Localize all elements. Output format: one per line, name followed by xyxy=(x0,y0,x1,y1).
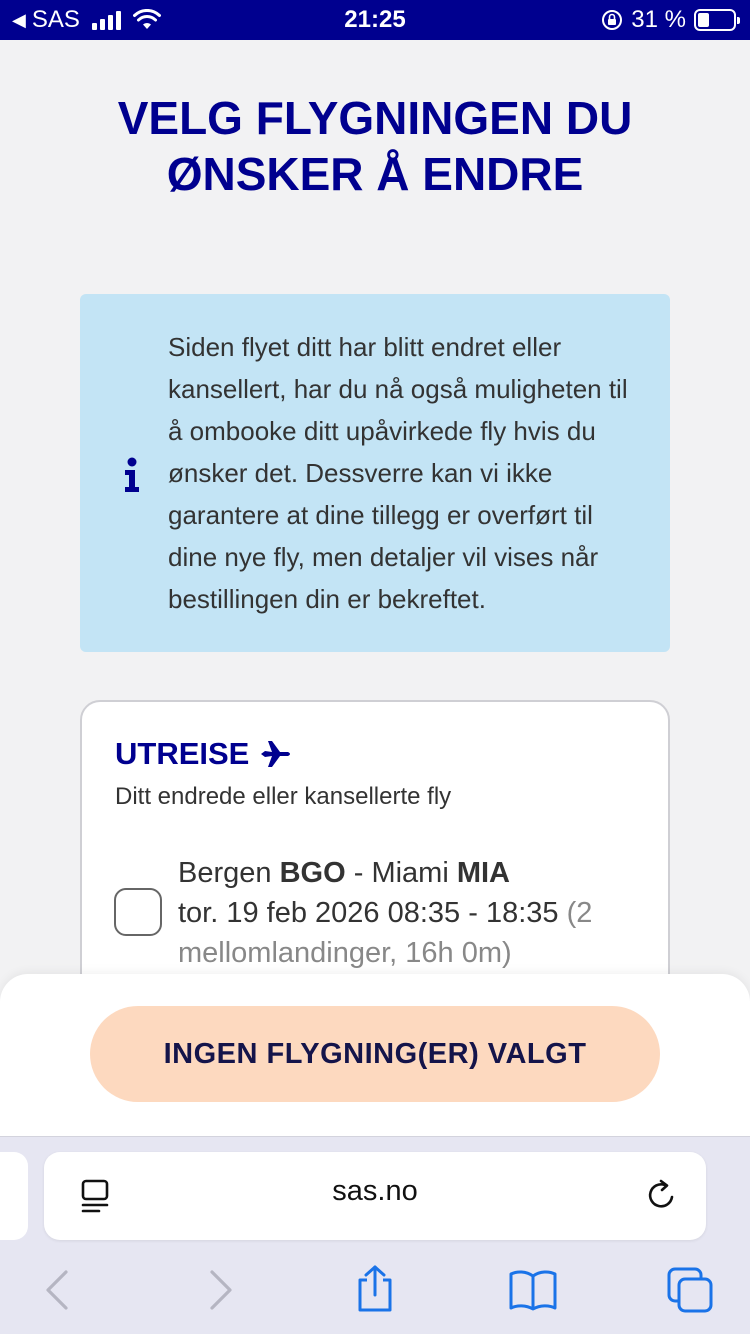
battery-fill xyxy=(698,13,709,27)
share-icon[interactable] xyxy=(353,1264,397,1314)
outbound-heading-label: UTREISE xyxy=(115,736,250,771)
flight-datetime[interactable] xyxy=(178,893,648,973)
battery-percent: 31 % xyxy=(631,6,686,33)
info-icon xyxy=(118,456,146,494)
outbound-subheading: Ditt endrede eller kansellerte fly xyxy=(115,783,452,810)
status-right xyxy=(601,6,736,34)
destination-code: MIA xyxy=(456,857,511,889)
status-bar xyxy=(0,0,750,40)
tabs-icon[interactable] xyxy=(666,1266,714,1314)
status-time: 21:25 xyxy=(344,6,406,33)
flight-stops-duration: (2 mellomlandinger, 16h 0m) xyxy=(178,897,593,969)
outbound-heading xyxy=(115,736,293,772)
forward-chevron-icon[interactable] xyxy=(198,1268,242,1312)
airplane-icon xyxy=(259,739,293,769)
orientation-lock-icon xyxy=(601,9,623,31)
page-title: VELG FLYGNINGEN DU ØNSKER Å ENDRE xyxy=(117,92,633,200)
bookmarks-icon[interactable] xyxy=(508,1268,558,1312)
battery-icon xyxy=(694,9,736,31)
url-text[interactable]: sas.no xyxy=(332,1175,418,1207)
origin-city: Bergen xyxy=(178,857,272,889)
back-app-label[interactable]: SAS xyxy=(31,6,80,33)
flight-route[interactable] xyxy=(178,853,510,893)
back-chevron-icon[interactable] xyxy=(36,1268,80,1312)
reload-icon[interactable] xyxy=(645,1178,679,1212)
destination-city: Miami xyxy=(371,857,449,889)
back-arrow-icon[interactable]: ◀ xyxy=(12,9,26,30)
route-separator: - xyxy=(353,857,364,889)
flight-select-checkbox[interactable] xyxy=(114,888,162,936)
previous-tab-preview[interactable] xyxy=(0,1152,28,1240)
origin-code: BGO xyxy=(279,857,346,889)
info-text: Siden flyet ditt har blitt endret eller kansellert, har du nå også muligheten til å ombooke ditt upåvirkede fly hvis du ønsker det. Dessverre kan vi ikke garantere at dine tillegg er overført til dine nye fly, men detaljer vil vises når bestillingen din er bekreftet. xyxy=(168,332,628,614)
continue-button[interactable]: INGEN FLYGNING(ER) VALGT xyxy=(90,1006,660,1102)
flight-date-time: tor. 19 feb 2026 08:35 - 18:35 xyxy=(178,897,559,929)
